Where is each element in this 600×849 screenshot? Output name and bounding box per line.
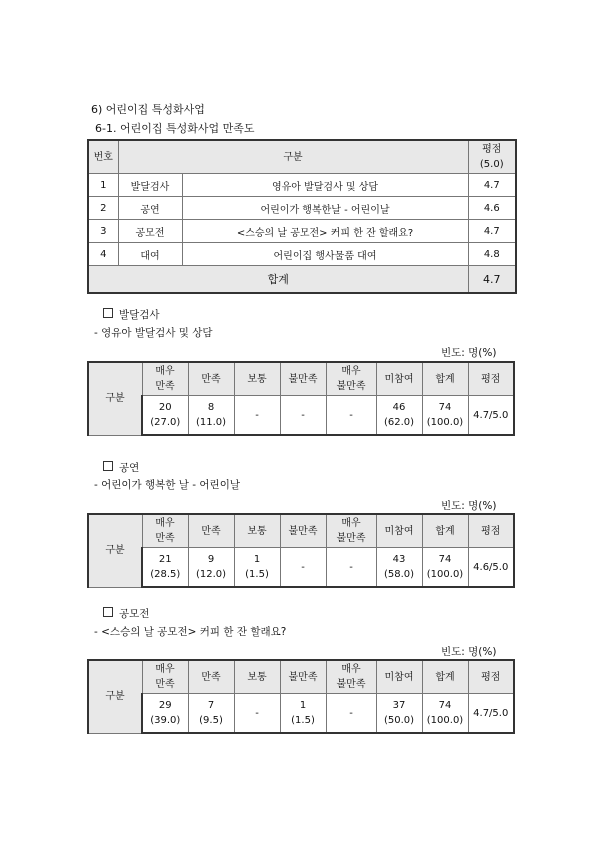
header-satisfied: 만족 <box>188 514 234 548</box>
row-no: 3 <box>88 220 118 243</box>
row-type: 대여 <box>118 243 182 266</box>
cell-total: 74 (100.0) <box>422 694 468 734</box>
cell-very-dissatisfied: - <box>326 694 376 734</box>
section-title: 6) 어린이집 특성화사업 <box>91 103 205 116</box>
row-no: 1 <box>88 174 118 197</box>
header-total: 합계 <box>422 660 468 694</box>
unit-label: 빈도: 명(%) <box>441 646 497 658</box>
detail-subheading: - 어린이가 행복한 날 - 어린이날 <box>94 479 240 491</box>
detail-value-row <box>88 396 514 436</box>
header-no-participation: 미참여 <box>376 514 422 548</box>
header-satisfied: 만족 <box>188 362 234 396</box>
unit-label: 빈도: 명(%) <box>441 347 497 359</box>
header-neutral: 보통 <box>234 660 280 694</box>
header-category: 구분 <box>118 140 468 174</box>
header-score-line1: 평점 <box>482 144 502 155</box>
row-name: <스승의 날 공모전> 커피 한 잔 할래요? <box>182 220 468 243</box>
header-very-satisfied: 매우 만족 <box>142 362 188 396</box>
table-row <box>88 220 516 243</box>
detail-header-row <box>88 660 514 694</box>
header-no-participation: 미참여 <box>376 660 422 694</box>
row-no: 4 <box>88 243 118 266</box>
summary-total-row <box>88 266 516 294</box>
cell-dissatisfied: - <box>280 548 326 588</box>
detail-table <box>87 361 515 436</box>
total-label: 합계 <box>88 266 468 294</box>
cell-neutral: - <box>234 694 280 734</box>
cell-satisfied: 9 (12.0) <box>188 548 234 588</box>
unit-label: 빈도: 명(%) <box>441 500 497 512</box>
cell-very-dissatisfied: - <box>326 396 376 436</box>
header-gubun: 구분 <box>88 660 142 733</box>
cell-very-dissatisfied: - <box>326 548 376 588</box>
cell-total: 74 (100.0) <box>422 548 468 588</box>
detail-heading: 공연 <box>103 460 139 475</box>
table-row <box>88 243 516 266</box>
header-no-participation: 미참여 <box>376 362 422 396</box>
header-gubun: 구분 <box>88 362 142 435</box>
row-name: 어린이가 행복한날 - 어린이날 <box>182 197 468 220</box>
header-neutral: 보통 <box>234 362 280 396</box>
detail-value-row <box>88 548 514 588</box>
cell-no-participation: 46 (62.0) <box>376 396 422 436</box>
header-dissatisfied: 불만족 <box>280 660 326 694</box>
header-very-satisfied: 매우 만족 <box>142 514 188 548</box>
cell-very-satisfied: 29 (39.0) <box>142 694 188 734</box>
checkbox-icon <box>103 308 113 318</box>
header-total: 합계 <box>422 362 468 396</box>
row-score: 4.6 <box>468 197 516 220</box>
header-score: 평점 <box>468 362 514 396</box>
cell-neutral: 1 (1.5) <box>234 548 280 588</box>
header-score <box>468 140 516 174</box>
checkbox-icon <box>103 461 113 471</box>
summary-table <box>87 139 517 294</box>
cell-dissatisfied: - <box>280 396 326 436</box>
cell-dissatisfied: 1 (1.5) <box>280 694 326 734</box>
header-score: 평점 <box>468 660 514 694</box>
detail-subheading: - 영유아 발달검사 및 상담 <box>94 327 213 339</box>
total-score: 4.7 <box>468 266 516 294</box>
checkbox-icon <box>103 607 113 617</box>
cell-score: 4.7/5.0 <box>468 694 514 734</box>
detail-header-row <box>88 362 514 396</box>
row-score: 4.7 <box>468 220 516 243</box>
table-row <box>88 197 516 220</box>
header-total: 합계 <box>422 514 468 548</box>
cell-very-satisfied: 21 (28.5) <box>142 548 188 588</box>
header-very-dissatisfied: 매우 불만족 <box>326 362 376 396</box>
header-very-dissatisfied: 매우 불만족 <box>326 514 376 548</box>
header-satisfied: 만족 <box>188 660 234 694</box>
header-very-satisfied: 매우 만족 <box>142 660 188 694</box>
row-type: 발달검사 <box>118 174 182 197</box>
row-type: 공모전 <box>118 220 182 243</box>
header-very-dissatisfied: 매우 불만족 <box>326 660 376 694</box>
detail-value-row <box>88 694 514 734</box>
header-gubun: 구분 <box>88 514 142 587</box>
cell-neutral: - <box>234 396 280 436</box>
cell-no-participation: 43 (58.0) <box>376 548 422 588</box>
detail-subheading: - <스승의 날 공모전> 커피 한 잔 할래요? <box>94 626 287 638</box>
header-score-line2: (5.0) <box>479 159 504 170</box>
header-dissatisfied: 불만족 <box>280 362 326 396</box>
detail-table <box>87 513 515 588</box>
cell-score: 4.7/5.0 <box>468 396 514 436</box>
detail-table <box>87 659 515 734</box>
cell-satisfied: 7 (9.5) <box>188 694 234 734</box>
row-score: 4.8 <box>468 243 516 266</box>
row-type: 공연 <box>118 197 182 220</box>
detail-heading: 공모전 <box>103 606 149 621</box>
cell-total: 74 (100.0) <box>422 396 468 436</box>
cell-no-participation: 37 (50.0) <box>376 694 422 734</box>
header-dissatisfied: 불만족 <box>280 514 326 548</box>
detail-header-row <box>88 514 514 548</box>
header-neutral: 보통 <box>234 514 280 548</box>
summary-header-row <box>88 140 516 174</box>
row-name: 어린이집 행사물품 대여 <box>182 243 468 266</box>
cell-score: 4.6/5.0 <box>468 548 514 588</box>
detail-heading: 발달검사 <box>103 307 160 322</box>
row-no: 2 <box>88 197 118 220</box>
header-score: 평점 <box>468 514 514 548</box>
table-row <box>88 174 516 197</box>
cell-satisfied: 8 (11.0) <box>188 396 234 436</box>
row-score: 4.7 <box>468 174 516 197</box>
cell-very-satisfied: 20 (27.0) <box>142 396 188 436</box>
header-no: 번호 <box>88 140 118 174</box>
row-name: 영유아 발달검사 및 상담 <box>182 174 468 197</box>
subsection-title: 6-1. 어린이집 특성화사업 만족도 <box>95 122 255 135</box>
